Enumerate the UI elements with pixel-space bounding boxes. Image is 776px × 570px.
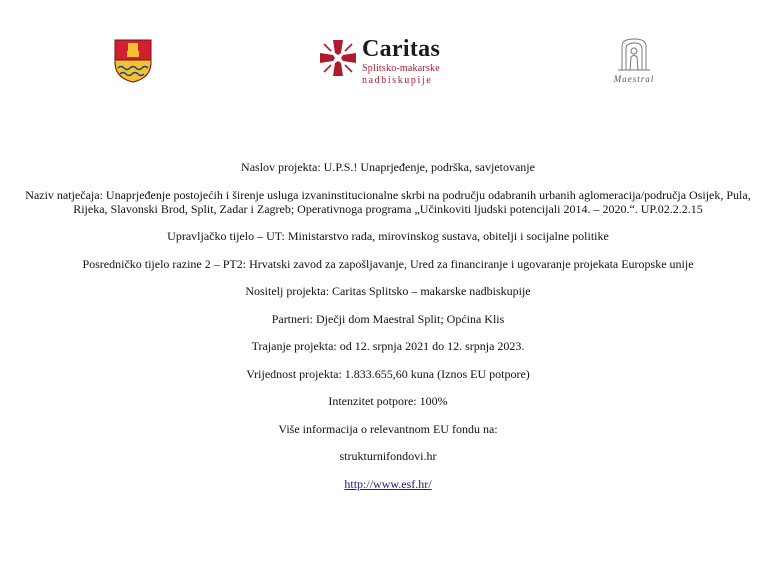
more-info-text: Više informacija o relevantnom EU fondu na:	[278, 421, 498, 436]
call-name: Naziv natječaja: Unaprjeđenje postojećih i širenje usluga izvaninstitucionalne skrbi na području odabranih urbanih aglomeracija/područja Osijek, Pula, Rijeka, Slavonski Brod, Split, Zadar i Zagreb; Operativnoga programa „Učinkoviti ljudski potencijali 2014. – 2020.“. UP.02.2.2.15	[25, 187, 751, 216]
caritas-logo	[318, 36, 458, 86]
intermediate-body: Posredničko tijelo razine 2 – PT2: Hrvatski zavod za zapošljavanje, Ured za financiranje i ugovaranje projekata Europske unije	[82, 256, 694, 271]
project-title: Naslov projekta: U.P.S.! Unaprjeđenje, podrška, savjetovanje	[241, 160, 535, 174]
caritas-subtitle-line1: Splitsko-makarske	[362, 63, 440, 74]
project-holder: Nositelj projekta: Caritas Splitsko – makarske nadbiskupije	[245, 284, 531, 298]
managing-body: Upravljačko tijelo – UT: Ministarstvo rada, mirovinskog sustava, obitelji i socijalne politike	[167, 229, 609, 243]
split-coat-of-arms-icon	[113, 38, 153, 84]
project-value: Vrijednost projekta: 1.833.655,60 kuna (Iznos EU potpore)	[246, 366, 530, 381]
maestral-logo-icon	[604, 36, 664, 74]
split-coat-of-arms-logo	[113, 38, 153, 84]
esf-link[interactable]: http://www.esf.hr/	[344, 476, 432, 491]
maestral-logo	[604, 36, 664, 88]
support-intensity: Intenzitet potpore: 100%	[328, 394, 448, 408]
caritas-subtitle-line2: nadbiskupije	[362, 75, 433, 86]
partners: Partneri: Dječji dom Maestral Split; Općina Klis	[271, 311, 505, 326]
project-info	[20, 160, 756, 504]
project-duration: Trajanje projekta: od 12. srpnja 2021 do 12. srpnja 2023.	[251, 339, 525, 353]
maestral-label: Maestral	[613, 74, 655, 84]
caritas-wordmark: Caritas	[362, 36, 441, 62]
site-name: strukturnifondovi.hr	[339, 449, 437, 463]
caritas-cross-icon	[318, 38, 358, 78]
